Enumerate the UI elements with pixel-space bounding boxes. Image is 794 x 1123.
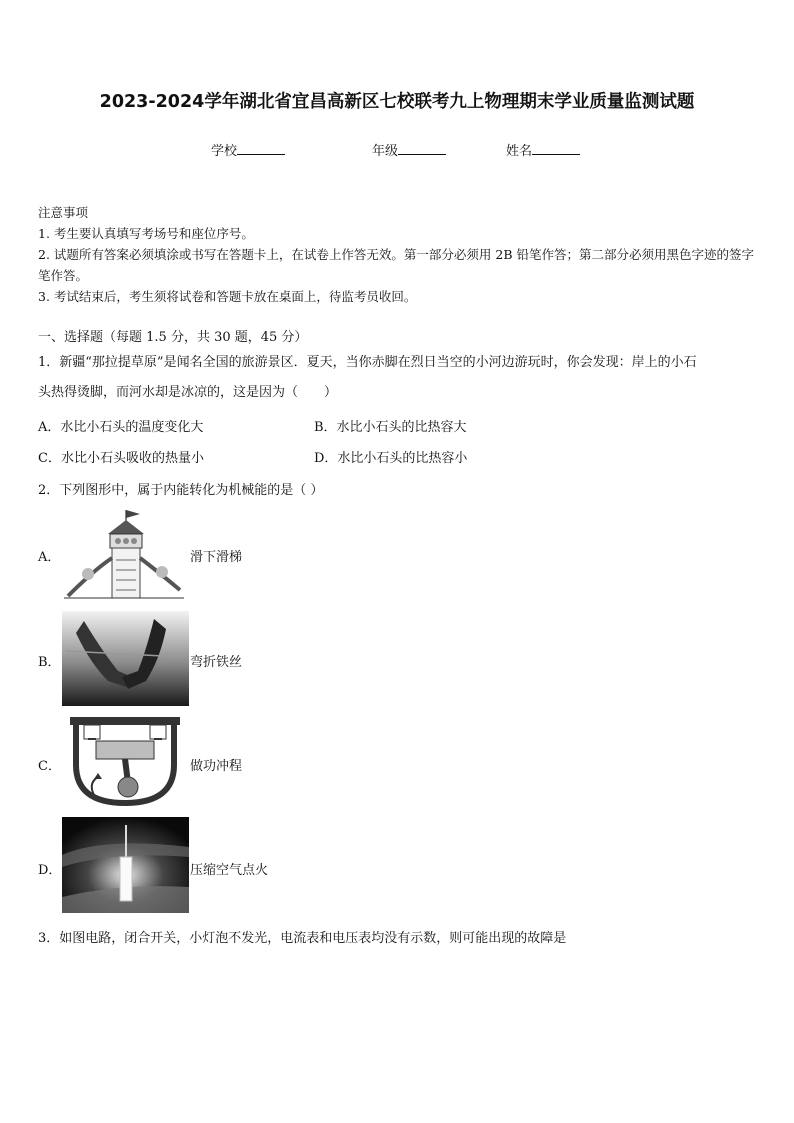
- notes-item: 3. 考试结束后，考生须将试卷和答题卡放在桌面上，待监考员收回。: [38, 289, 417, 304]
- notes-item: 1. 考生要认真填写考场号和座位序号。: [38, 226, 254, 241]
- q2-option-c-letter: C．: [38, 759, 61, 774]
- q2-option-d-caption: 压缩空气点火: [190, 863, 269, 878]
- question-3-stem: 3．如图电路，闭合开关，小灯泡不发光，电流表和电压表均没有示数，则可能出现的故障是: [38, 931, 567, 946]
- notes-heading: 注意事项: [38, 205, 89, 220]
- grade-label: 年级: [372, 144, 399, 159]
- name-label: 姓名: [506, 144, 533, 159]
- q2-option-b-letter: B．: [38, 655, 61, 670]
- q2-option-a-letter: A．: [38, 550, 61, 565]
- question-1: [38, 348, 763, 408]
- name-field: [506, 140, 580, 159]
- q2-option-c-caption: 做功冲程: [190, 759, 243, 774]
- q1-option-c: C．水比小石头吸收的热量小: [38, 451, 204, 466]
- question-2-stem: 2．下列图形中，属于内能转化为机械能的是（ ）: [38, 483, 324, 498]
- q1-option-d: D．水比小石头的比热容小: [314, 451, 468, 466]
- school-label: 学校: [211, 144, 238, 159]
- q1-option-a: A．水比小石头的温度变化大: [38, 420, 204, 435]
- grade-field: [372, 140, 446, 159]
- notes-item: 2. 试题所有答案必须填涂或书写在答题卡上，在试卷上作答无效。第一部分必须用 2B 铅笔作答；第二部分必须用黑色字迹的签字笔作答。: [38, 247, 754, 283]
- power-stroke-image: [66, 715, 184, 807]
- question-1-stem-line2: 头热得烫脚，而河水却是冰凉的，这是因为（ ）: [38, 385, 338, 400]
- name-blank: [532, 142, 580, 155]
- compressed-air-ignition-image: [62, 817, 189, 913]
- q2-option-d-letter: D．: [38, 863, 62, 878]
- q2-option-a-caption: 滑下滑梯: [190, 550, 243, 565]
- bending-wire-image: [62, 611, 189, 706]
- q1-option-b: B．水比小石头的比热容大: [314, 420, 467, 435]
- slide-image: [64, 508, 184, 600]
- notes-block: [38, 202, 763, 307]
- grade-blank: [398, 142, 446, 155]
- section-heading: 一、选择题（每题 1.5 分，共 30 题，45 分）: [38, 330, 308, 345]
- question-1-stem-line1: 1．新疆“那拉提草原”是闻名全国的旅游景区．夏天，当你赤脚在烈日当空的小河边游玩时，你会发现：岸上的小石: [38, 355, 697, 370]
- exam-title: 2023-2024学年湖北省宜昌高新区七校联考九上物理期末学业质量监测试题: [99, 92, 695, 112]
- school-blank: [237, 142, 285, 155]
- q2-option-b-caption: 弯折铁丝: [190, 655, 243, 670]
- school-field: [211, 140, 285, 159]
